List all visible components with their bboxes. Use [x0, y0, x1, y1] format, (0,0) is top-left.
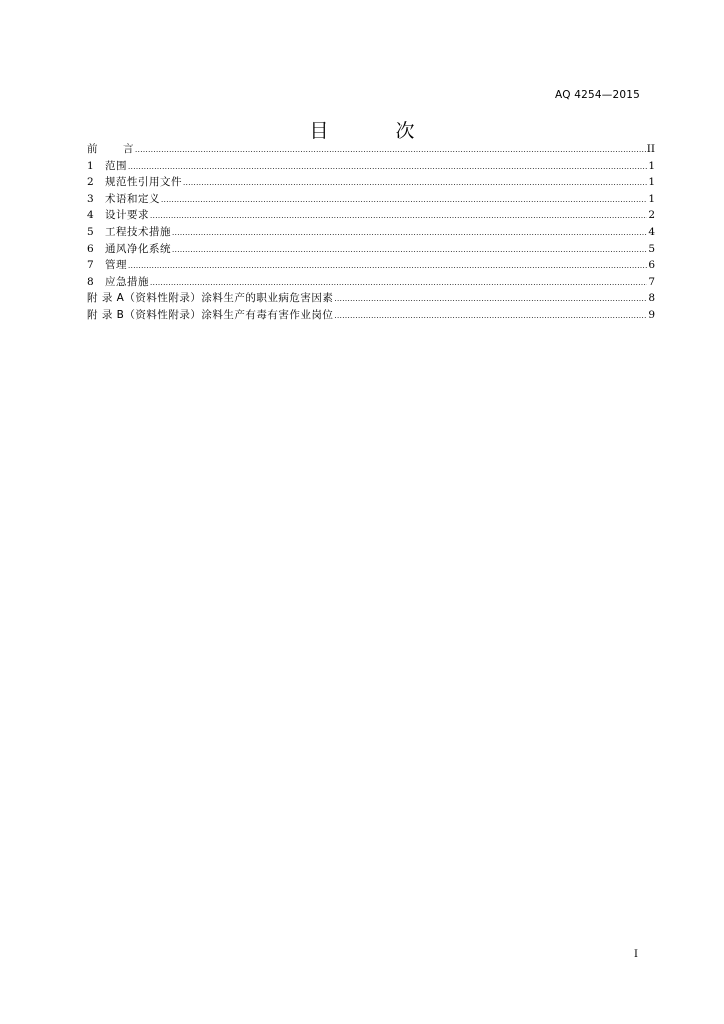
toc-leader-dots [161, 192, 647, 209]
toc-entry-8[interactable] [87, 274, 655, 291]
toc-entry-page: 1 [648, 159, 655, 172]
toc-leader-dots [172, 225, 647, 242]
toc-entry-label [87, 141, 134, 158]
toc-entry-3[interactable] [87, 191, 655, 208]
toc-entry-number: 1 [87, 159, 94, 172]
toc-leader-dots [128, 258, 647, 275]
toc-entry-label: 规范性引用文件 [105, 176, 182, 189]
toc-entry-preface[interactable] [87, 141, 655, 158]
toc-entry-7[interactable] [87, 257, 655, 274]
toc-title: 目 次 [309, 120, 439, 142]
toc-leader-dots [135, 142, 646, 159]
toc-leader-dots [183, 175, 647, 192]
toc-entry-page: 9 [648, 308, 655, 321]
toc-entry-label: 附 录 A（资料性附录）涂料生产的职业病危害因素 [87, 292, 334, 305]
toc-entry-label-part1: 前 [87, 143, 98, 155]
toc-entry-number: 4 [87, 209, 94, 222]
toc-leader-dots [334, 308, 647, 325]
toc-entry-1[interactable] [87, 158, 655, 175]
table-of-contents [87, 141, 655, 324]
toc-entry-page: 8 [648, 292, 655, 305]
toc-leader-dots [128, 159, 647, 176]
toc-entry-page: 5 [648, 242, 655, 255]
toc-leader-dots [334, 291, 647, 308]
page-number: I [634, 949, 638, 960]
toc-entry-label: 术语和定义 [105, 192, 160, 205]
toc-entry-number: 7 [87, 259, 94, 272]
toc-leader-dots [150, 208, 647, 225]
toc-entry-page: II [646, 143, 655, 155]
toc-entry-number: 2 [87, 176, 94, 189]
toc-entry-number: 6 [87, 242, 94, 255]
toc-leader-dots [172, 242, 647, 259]
toc-entry-5[interactable] [87, 224, 655, 241]
toc-entry-label: 工程技术措施 [105, 225, 171, 238]
toc-entry-label: 管理 [105, 259, 127, 272]
toc-entry-appendix-b[interactable] [87, 307, 655, 324]
toc-entry-label: 应急措施 [105, 275, 149, 288]
toc-entry-label: 设计要求 [105, 209, 149, 222]
toc-leader-dots [150, 275, 647, 292]
toc-entry-2[interactable] [87, 174, 655, 191]
toc-entry-number: 8 [87, 275, 94, 288]
toc-entry-number: 3 [87, 192, 94, 205]
toc-entry-appendix-a[interactable] [87, 290, 655, 307]
toc-entry-label-part2: 言 [123, 143, 134, 155]
toc-entry-4[interactable] [87, 207, 655, 224]
toc-entry-6[interactable] [87, 241, 655, 258]
toc-entry-number: 5 [87, 225, 94, 238]
standard-code: AQ 4254—2015 [555, 89, 640, 101]
toc-entry-page: 4 [648, 225, 655, 238]
toc-entry-page: 2 [648, 209, 655, 222]
toc-entry-page: 7 [648, 275, 655, 288]
toc-entry-page: 6 [648, 259, 655, 272]
toc-entry-label: 通风净化系统 [105, 242, 171, 255]
toc-entry-page: 1 [648, 176, 655, 189]
toc-entry-label: 范围 [105, 159, 127, 172]
toc-entry-label: 附 录 B（资料性附录）涂料生产有毒有害作业岗位 [87, 308, 334, 321]
toc-entry-page: 1 [648, 192, 655, 205]
